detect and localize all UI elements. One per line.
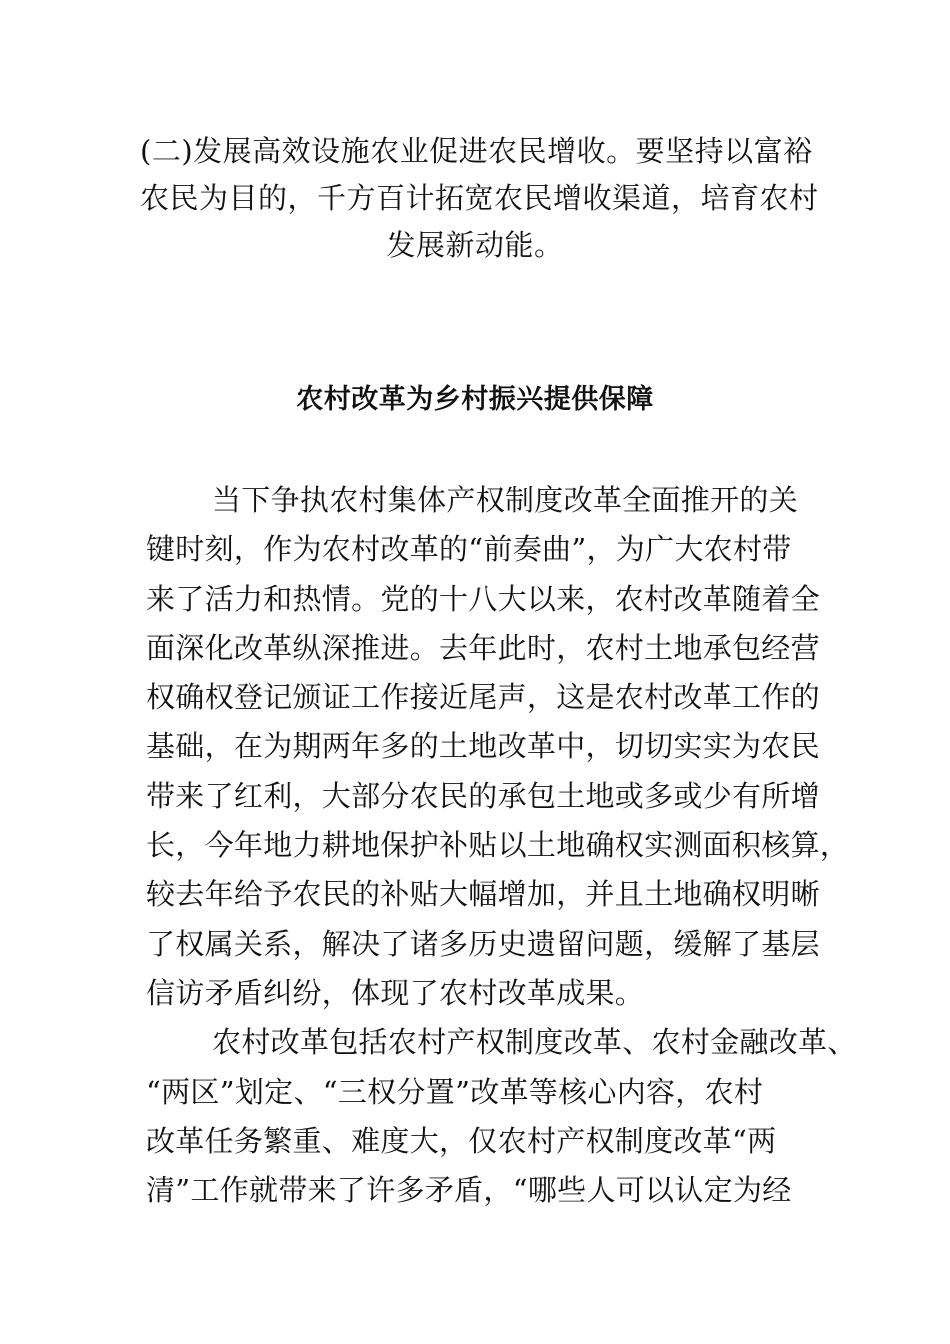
text-line: 带来了红利，大部分农民的承包土地或多或少有所增 [146,778,820,813]
text-line: 来了活力和热情。党的十八大以来，农村改革随着全 [146,581,820,616]
text-line: “两区”划定、“三权分置”改革等核心内容，农村 [146,1074,764,1109]
text-line: 了权属关系，解决了诸多历史遗留问题，缓解了基层 [146,926,820,961]
text-line: 信访矛盾纠纷，体现了农村改革成果。 [146,975,645,1010]
body-text [146,476,857,1215]
text-line: 农村改革包括农村产权制度改革、农村金融改革、 [212,1025,857,1060]
text-line: 较去年给予农民的补贴大幅增加，并且土地确权明晰 [146,877,820,912]
text-line: 权确权登记颁证工作接近尾声，这是农村改革工作的 [146,680,820,715]
intro-line: 农民为目的，千方百计拓宽农民增收渠道，培育农村 [140,181,819,215]
text-line: 面深化改革纵深推进。去年此时，农村土地承包经营 [146,630,820,665]
section-title: 农村改革为乡村振兴提供保障 [296,384,654,415]
text-line: 键时刻，作为农村改革的“前奏曲”，为广大农村带 [146,532,792,567]
text-line: 清”工作就带来了许多矛盾，“哪些人可以认定为经 [146,1173,792,1208]
intro-line: 发展新动能。 [386,228,564,262]
text-line: 改革任务繁重、难度大，仅农村产权制度改革“两 [146,1123,777,1158]
paragraph-1 [146,476,850,1018]
text-line: 当下争执农村集体产权制度改革全面推开的关 [212,483,799,517]
text-line: 基础，在为期两年多的土地改革中，切切实实为农民 [146,729,820,764]
intro-line: (二)发展高效设施农业促进农民增收。要坚持以富裕 [140,134,813,168]
text-line: 长，今年地力耕地保护补贴以土地确权实测面积核算， [146,828,850,863]
paragraph-2 [146,1018,857,1215]
intro-paragraph [140,128,819,269]
